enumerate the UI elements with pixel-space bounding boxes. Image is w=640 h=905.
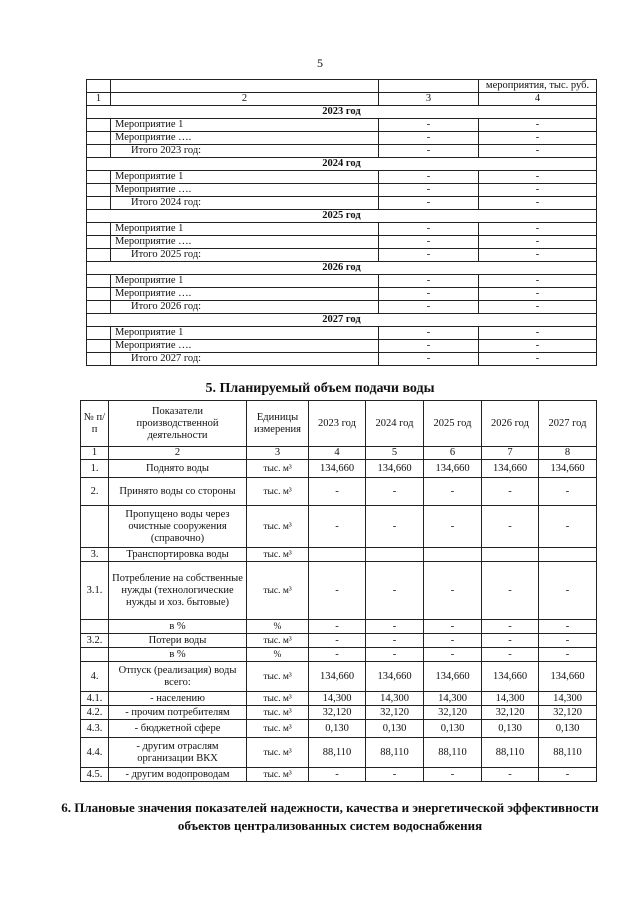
year-label: 2026 год — [87, 262, 597, 275]
column-number: 4 — [309, 447, 366, 460]
row-number: 3.1. — [81, 562, 109, 620]
value-cell: 134,660 — [424, 662, 482, 692]
year-row — [87, 262, 597, 275]
indicator-name: в % — [109, 648, 247, 662]
value-cell: - — [379, 249, 479, 262]
value-cell — [482, 548, 539, 562]
section-5-title: 5. Планируемый объем подачи воды — [205, 381, 435, 396]
page-number: 5 — [317, 56, 323, 70]
row-number: 1. — [81, 460, 109, 478]
value-cell: 32,120 — [539, 706, 597, 720]
table-row — [81, 460, 597, 478]
table-row — [81, 548, 597, 562]
column-header: 2027 год — [539, 401, 597, 447]
row-number: 3.2. — [81, 634, 109, 648]
table-row — [81, 662, 597, 692]
value-cell: 88,110 — [424, 738, 482, 768]
column-header: 2025 год — [424, 401, 482, 447]
value-cell: - — [482, 506, 539, 548]
table-row — [81, 706, 597, 720]
section-6-title: 6. Плановые значения показателей надежности, качества и энергетической эффективности объектов централизованных систем водоснабжения — [61, 800, 599, 833]
value-cell: - — [309, 506, 366, 548]
value-cell — [424, 548, 482, 562]
value-cell: - — [479, 184, 597, 197]
table-row — [81, 648, 597, 662]
table-row — [87, 275, 597, 288]
indicator-name: Отпуск (реализация) воды всего: — [109, 662, 247, 692]
value-cell: - — [379, 145, 479, 158]
year-label: 2025 год — [87, 210, 597, 223]
value-cell: - — [366, 478, 424, 506]
column-number: 6 — [424, 447, 482, 460]
table-row — [87, 171, 597, 184]
table-row — [81, 506, 597, 548]
table-row — [81, 478, 597, 506]
table-header-row — [87, 80, 597, 93]
event-name: Итого 2026 год: — [111, 301, 379, 314]
value-cell: 0,130 — [482, 720, 539, 738]
value-cell: - — [539, 562, 597, 620]
event-name: Итого 2025 год: — [111, 249, 379, 262]
value-cell: - — [366, 562, 424, 620]
value-cell: - — [379, 197, 479, 210]
value-cell: - — [379, 223, 479, 236]
value-cell: 134,660 — [482, 460, 539, 478]
unit-cell: % — [247, 648, 309, 662]
value-cell: 134,660 — [309, 460, 366, 478]
table-row — [81, 692, 597, 706]
value-cell: 88,110 — [539, 738, 597, 768]
event-name: Мероприятие …. — [111, 184, 379, 197]
column-number: 1 — [87, 93, 111, 106]
value-cell: - — [482, 478, 539, 506]
value-cell: - — [479, 171, 597, 184]
value-cell: - — [539, 634, 597, 648]
value-cell: 0,130 — [309, 720, 366, 738]
column-numbers-row — [87, 93, 597, 106]
value-cell: 134,660 — [539, 662, 597, 692]
unit-cell: тыс. м³ — [247, 768, 309, 782]
column-number: 2 — [109, 447, 247, 460]
row-number: 2. — [81, 478, 109, 506]
year-label: 2023 год — [87, 106, 597, 119]
value-cell: - — [479, 145, 597, 158]
value-cell: - — [539, 620, 597, 634]
year-label: 2024 год — [87, 158, 597, 171]
event-name: Мероприятие …. — [111, 236, 379, 249]
value-cell: - — [309, 562, 366, 620]
value-cell: - — [424, 768, 482, 782]
table-row — [87, 327, 597, 340]
value-cell: - — [479, 119, 597, 132]
table-row — [81, 634, 597, 648]
year-row — [87, 210, 597, 223]
event-name: Мероприятие 1 — [111, 119, 379, 132]
value-cell: 88,110 — [366, 738, 424, 768]
event-name: Итого 2024 год: — [111, 197, 379, 210]
value-cell: 88,110 — [309, 738, 366, 768]
row-number: 3. — [81, 548, 109, 562]
table-row — [87, 197, 597, 210]
value-cell: 32,120 — [309, 706, 366, 720]
table-row — [87, 223, 597, 236]
value-cell — [309, 548, 366, 562]
table-row — [87, 249, 597, 262]
table-row — [81, 620, 597, 634]
value-cell: - — [379, 236, 479, 249]
indicator-name: в % — [109, 620, 247, 634]
unit-cell: тыс. м³ — [247, 706, 309, 720]
value-cell: 14,300 — [482, 692, 539, 706]
header-cost-label: мероприятия, тыс. руб. — [479, 80, 597, 93]
row-number: 4.1. — [81, 692, 109, 706]
table-row — [87, 132, 597, 145]
value-cell: - — [479, 301, 597, 314]
indicator-name: Потребление на собственные нужды (технологические нужды и хоз. бытовые) — [109, 562, 247, 620]
event-name: Итого 2027 год: — [111, 353, 379, 366]
event-name: Мероприятие 1 — [111, 223, 379, 236]
row-number: 4. — [81, 662, 109, 692]
value-cell: - — [424, 562, 482, 620]
event-name: Мероприятие …. — [111, 288, 379, 301]
water-supply-volume-table — [80, 400, 597, 782]
indicator-name: - другим отраслям организации ВКХ — [109, 738, 247, 768]
table-row — [87, 301, 597, 314]
value-cell: - — [482, 648, 539, 662]
value-cell: 14,300 — [424, 692, 482, 706]
value-cell: 134,660 — [424, 460, 482, 478]
table-row — [81, 738, 597, 768]
value-cell: - — [479, 288, 597, 301]
value-cell: - — [539, 648, 597, 662]
value-cell: - — [379, 275, 479, 288]
unit-cell: тыс. м³ — [247, 634, 309, 648]
value-cell: - — [424, 506, 482, 548]
value-cell: - — [482, 634, 539, 648]
value-cell: - — [379, 119, 479, 132]
table-row — [81, 720, 597, 738]
value-cell: 134,660 — [366, 460, 424, 478]
row-number — [81, 648, 109, 662]
column-header: Единицы измерения — [247, 401, 309, 447]
value-cell: - — [379, 327, 479, 340]
value-cell: - — [479, 132, 597, 145]
year-row — [87, 314, 597, 327]
indicator-name: - населению — [109, 692, 247, 706]
row-number: 4.3. — [81, 720, 109, 738]
value-cell: - — [309, 648, 366, 662]
value-cell: - — [424, 478, 482, 506]
row-number: 4.2. — [81, 706, 109, 720]
unit-cell: тыс. м³ — [247, 478, 309, 506]
value-cell: 14,300 — [309, 692, 366, 706]
value-cell: - — [479, 275, 597, 288]
value-cell: - — [539, 478, 597, 506]
unit-cell: тыс. м³ — [247, 562, 309, 620]
value-cell: 88,110 — [482, 738, 539, 768]
value-cell: 0,130 — [424, 720, 482, 738]
value-cell: - — [309, 634, 366, 648]
row-number: 4.4. — [81, 738, 109, 768]
value-cell: 0,130 — [366, 720, 424, 738]
table-header-row — [81, 401, 597, 447]
table-row — [87, 353, 597, 366]
value-cell: 134,660 — [366, 662, 424, 692]
column-number: 5 — [366, 447, 424, 460]
year-row — [87, 106, 597, 119]
unit-cell: тыс. м³ — [247, 692, 309, 706]
column-numbers-row — [81, 447, 597, 460]
unit-cell: тыс. м³ — [247, 720, 309, 738]
column-number: 8 — [539, 447, 597, 460]
value-cell: - — [366, 634, 424, 648]
indicator-name: - бюджетной сфере — [109, 720, 247, 738]
value-cell: - — [379, 353, 479, 366]
value-cell: 14,300 — [366, 692, 424, 706]
table-row — [87, 236, 597, 249]
value-cell: - — [379, 340, 479, 353]
column-header: Показатели производственной деятельности — [109, 401, 247, 447]
table-row — [87, 288, 597, 301]
value-cell: - — [379, 184, 479, 197]
event-name: Мероприятие …. — [111, 132, 379, 145]
value-cell: 134,660 — [309, 662, 366, 692]
value-cell: - — [479, 249, 597, 262]
column-number: 4 — [479, 93, 597, 106]
value-cell: - — [366, 768, 424, 782]
row-number — [81, 506, 109, 548]
value-cell — [539, 548, 597, 562]
table-row — [87, 340, 597, 353]
value-cell — [366, 548, 424, 562]
row-number: 4.5. — [81, 768, 109, 782]
value-cell: - — [479, 223, 597, 236]
value-cell: 14,300 — [539, 692, 597, 706]
value-cell: 32,120 — [366, 706, 424, 720]
column-number: 7 — [482, 447, 539, 460]
year-row — [87, 158, 597, 171]
value-cell: - — [482, 768, 539, 782]
value-cell: - — [309, 768, 366, 782]
unit-cell: % — [247, 620, 309, 634]
unit-cell: тыс. м³ — [247, 662, 309, 692]
indicator-name: Потери воды — [109, 634, 247, 648]
column-header: № п/п — [81, 401, 109, 447]
value-cell: - — [379, 132, 479, 145]
column-header: 2023 год — [309, 401, 366, 447]
events-cost-table — [86, 79, 597, 366]
unit-cell: тыс. м³ — [247, 548, 309, 562]
value-cell: - — [366, 648, 424, 662]
unit-cell: тыс. м³ — [247, 506, 309, 548]
value-cell: - — [309, 478, 366, 506]
value-cell: - — [479, 340, 597, 353]
indicator-name: Принято воды со стороны — [109, 478, 247, 506]
event-name: Итого 2023 год: — [111, 145, 379, 158]
table-row — [87, 184, 597, 197]
column-number: 1 — [81, 447, 109, 460]
indicator-name: Пропущено воды через очистные сооружения (справочно) — [109, 506, 247, 548]
column-number: 3 — [247, 447, 309, 460]
column-header: 2024 год — [366, 401, 424, 447]
value-cell: - — [379, 301, 479, 314]
row-number — [81, 620, 109, 634]
event-name: Мероприятие …. — [111, 340, 379, 353]
indicator-name: - другим водопроводам — [109, 768, 247, 782]
value-cell: - — [539, 506, 597, 548]
column-header: 2026 год — [482, 401, 539, 447]
value-cell: 32,120 — [424, 706, 482, 720]
value-cell: - — [379, 288, 479, 301]
value-cell: - — [424, 620, 482, 634]
column-number: 2 — [111, 93, 379, 106]
value-cell: - — [482, 562, 539, 620]
table-row — [87, 145, 597, 158]
unit-cell: тыс. м³ — [247, 460, 309, 478]
value-cell: - — [309, 620, 366, 634]
value-cell: - — [479, 353, 597, 366]
value-cell: - — [366, 506, 424, 548]
unit-cell: тыс. м³ — [247, 738, 309, 768]
indicator-name: - прочим потребителям — [109, 706, 247, 720]
value-cell: - — [482, 620, 539, 634]
event-name: Мероприятие 1 — [111, 275, 379, 288]
value-cell: - — [366, 620, 424, 634]
value-cell: 134,660 — [539, 460, 597, 478]
value-cell: - — [424, 634, 482, 648]
value-cell: 32,120 — [482, 706, 539, 720]
value-cell: - — [479, 327, 597, 340]
event-name: Мероприятие 1 — [111, 327, 379, 340]
indicator-name: Транспортировка воды — [109, 548, 247, 562]
value-cell: - — [424, 648, 482, 662]
table-row — [87, 119, 597, 132]
table-row — [81, 768, 597, 782]
year-label: 2027 год — [87, 314, 597, 327]
value-cell: 0,130 — [539, 720, 597, 738]
value-cell: - — [479, 197, 597, 210]
event-name: Мероприятие 1 — [111, 171, 379, 184]
value-cell: - — [379, 171, 479, 184]
value-cell: 134,660 — [482, 662, 539, 692]
column-number: 3 — [379, 93, 479, 106]
table-row — [81, 562, 597, 620]
value-cell: - — [539, 768, 597, 782]
value-cell: - — [479, 236, 597, 249]
indicator-name: Поднято воды — [109, 460, 247, 478]
